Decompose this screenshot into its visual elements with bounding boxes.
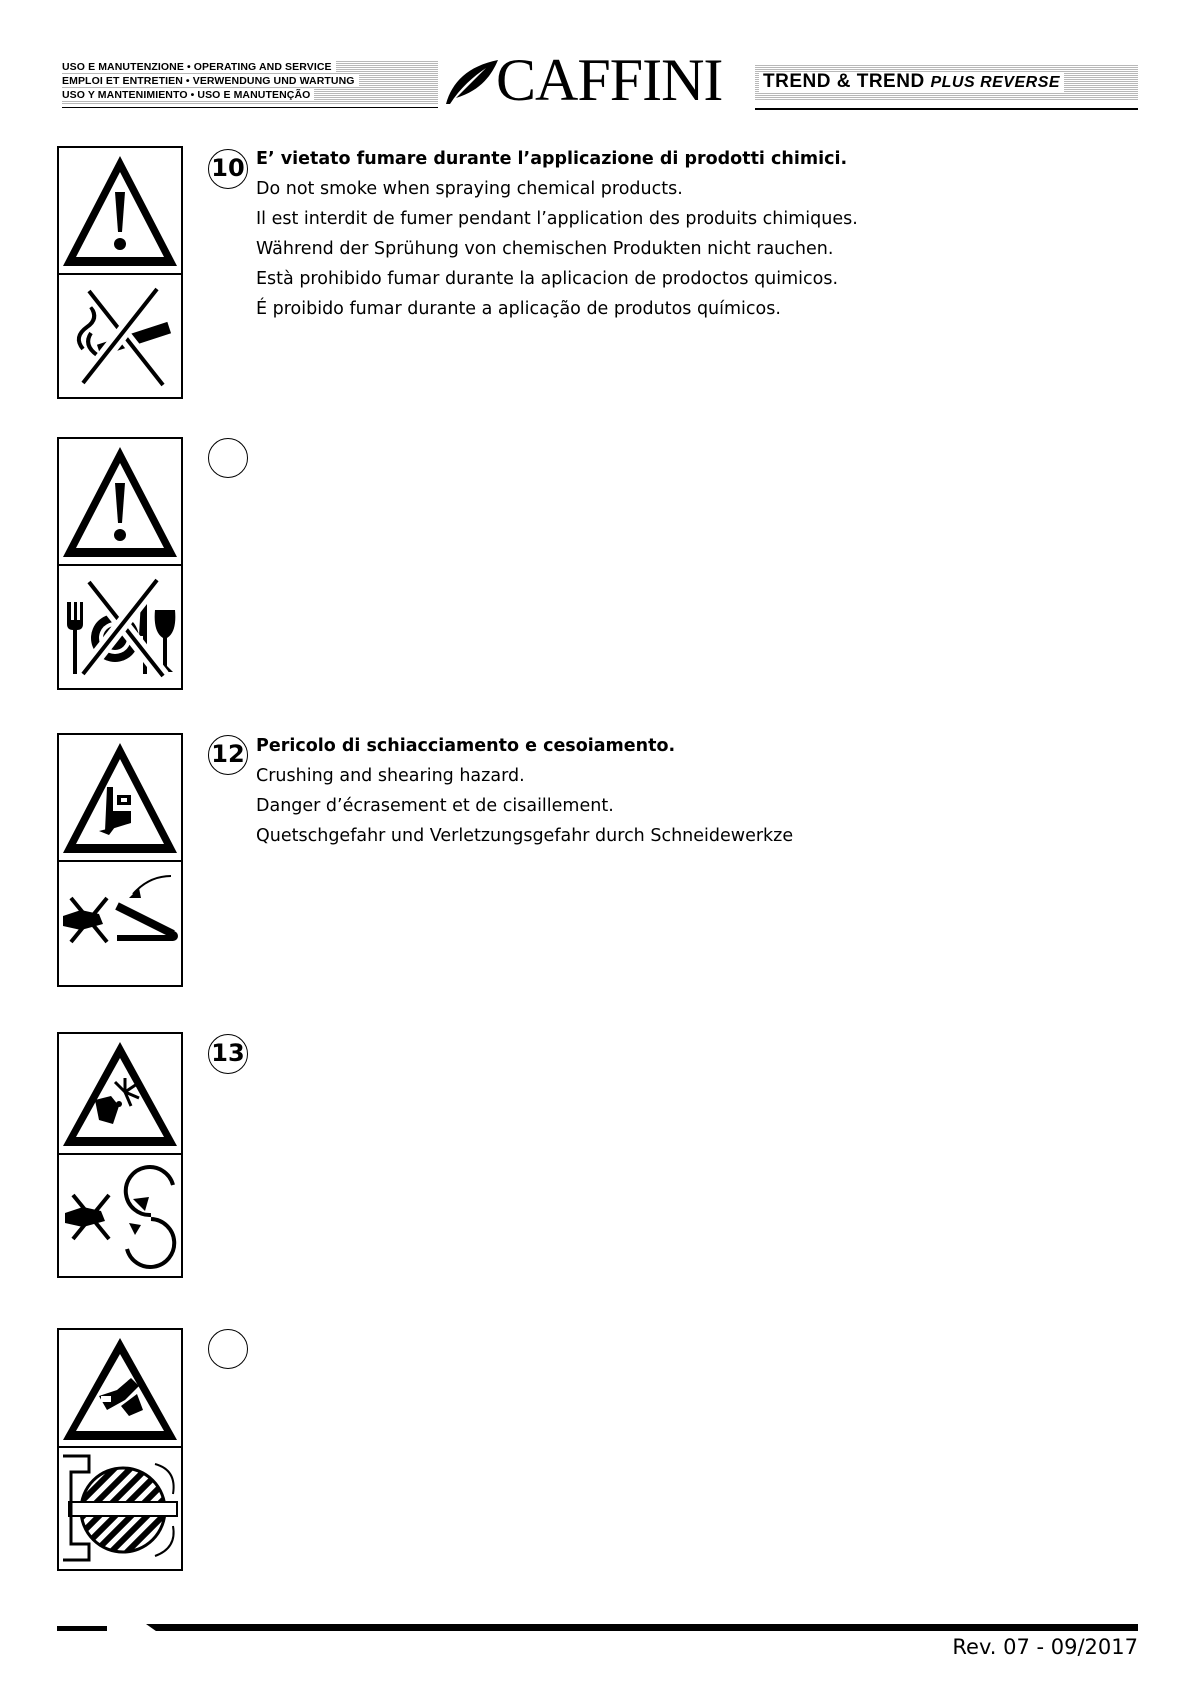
no-smoking-icon [59,275,181,397]
leaf-icon [442,52,502,108]
footer-rule-main [146,1624,1138,1631]
header-right-block [755,64,1138,100]
brand-name: CAFFINI [496,47,723,113]
entanglement-hazard-icon [59,1330,181,1446]
section-10-line-pt: É proibido fumar durante a aplicação de produtos químicos. [256,299,781,319]
header-left-block [62,60,438,104]
product-title-main: TREND & TREND [763,71,925,92]
section-number-12: 12 [208,735,248,775]
warning-triangle-icon [59,439,181,564]
section-10-line-fr: Il est interdit de fumer pendant l’application des produits chimiques. [256,209,858,229]
footer-rule-left [57,1626,107,1631]
caffini-logo [442,47,748,113]
section-number-14 [208,1329,248,1369]
section-number-13: 13 [208,1034,248,1074]
section-number-11 [208,438,248,478]
icon-panel-13 [57,1032,183,1278]
section-12-line-fr: Danger d’écrasement et de cisaillement. [256,796,614,816]
warning-triangle-icon [59,148,181,273]
icon-panel-14 [57,1328,183,1571]
section-12-line-de: Quetschgefahr und Verletzungsgefahr durch Schneidewerkze [256,826,794,846]
section-12-line-it: Pericolo di schiacciamento e cesoiamento. [256,736,676,756]
product-title-suffix: PLUS REVERSE [930,74,1061,91]
keep-hands-away-hinge-icon [59,862,181,985]
header-right-rule [755,108,1138,110]
section-10-line-en: Do not smoke when spraying chemical products. [256,179,683,199]
header-line-2: EMPLOI ET ENTRETIEN • VERWENDUNG UND WARTUNG [62,75,359,87]
header-left-rule [62,107,438,108]
icon-panel-10 [57,146,183,399]
section-text-12 [256,731,793,851]
section-number-10: 10 [208,149,248,189]
header-line-1: USO E MANUTENZIONE • OPERATING AND SERVICE [62,61,336,73]
no-eating-drinking-icon [59,566,181,688]
product-title [759,72,1064,93]
section-10-line-it: E’ vietato fumare durante l’applicazione di prodotti chimici. [256,149,848,169]
crushing-hazard-icon [59,735,181,860]
section-10-line-es: Està prohibido fumar durante la aplicacion de prodoctos quimicos. [256,269,839,289]
section-text-10 [256,144,858,324]
keep-hands-away-rotation-icon [59,1155,181,1276]
icon-panel-11 [57,437,183,690]
revision-label: Rev. 07 - 09/2017 [952,1635,1138,1659]
section-12-line-en: Crushing and shearing hazard. [256,766,525,786]
header-line-3: USO Y MANTENIMIENTO • USO E MANUTENÇÃO [62,89,314,101]
icon-panel-12 [57,733,183,987]
rotating-shaft-guard-icon [59,1448,181,1569]
section-10-line-de: Während der Sprühung von chemischen Produkten nicht rauchen. [256,239,834,259]
rotating-blade-hazard-icon [59,1034,181,1153]
